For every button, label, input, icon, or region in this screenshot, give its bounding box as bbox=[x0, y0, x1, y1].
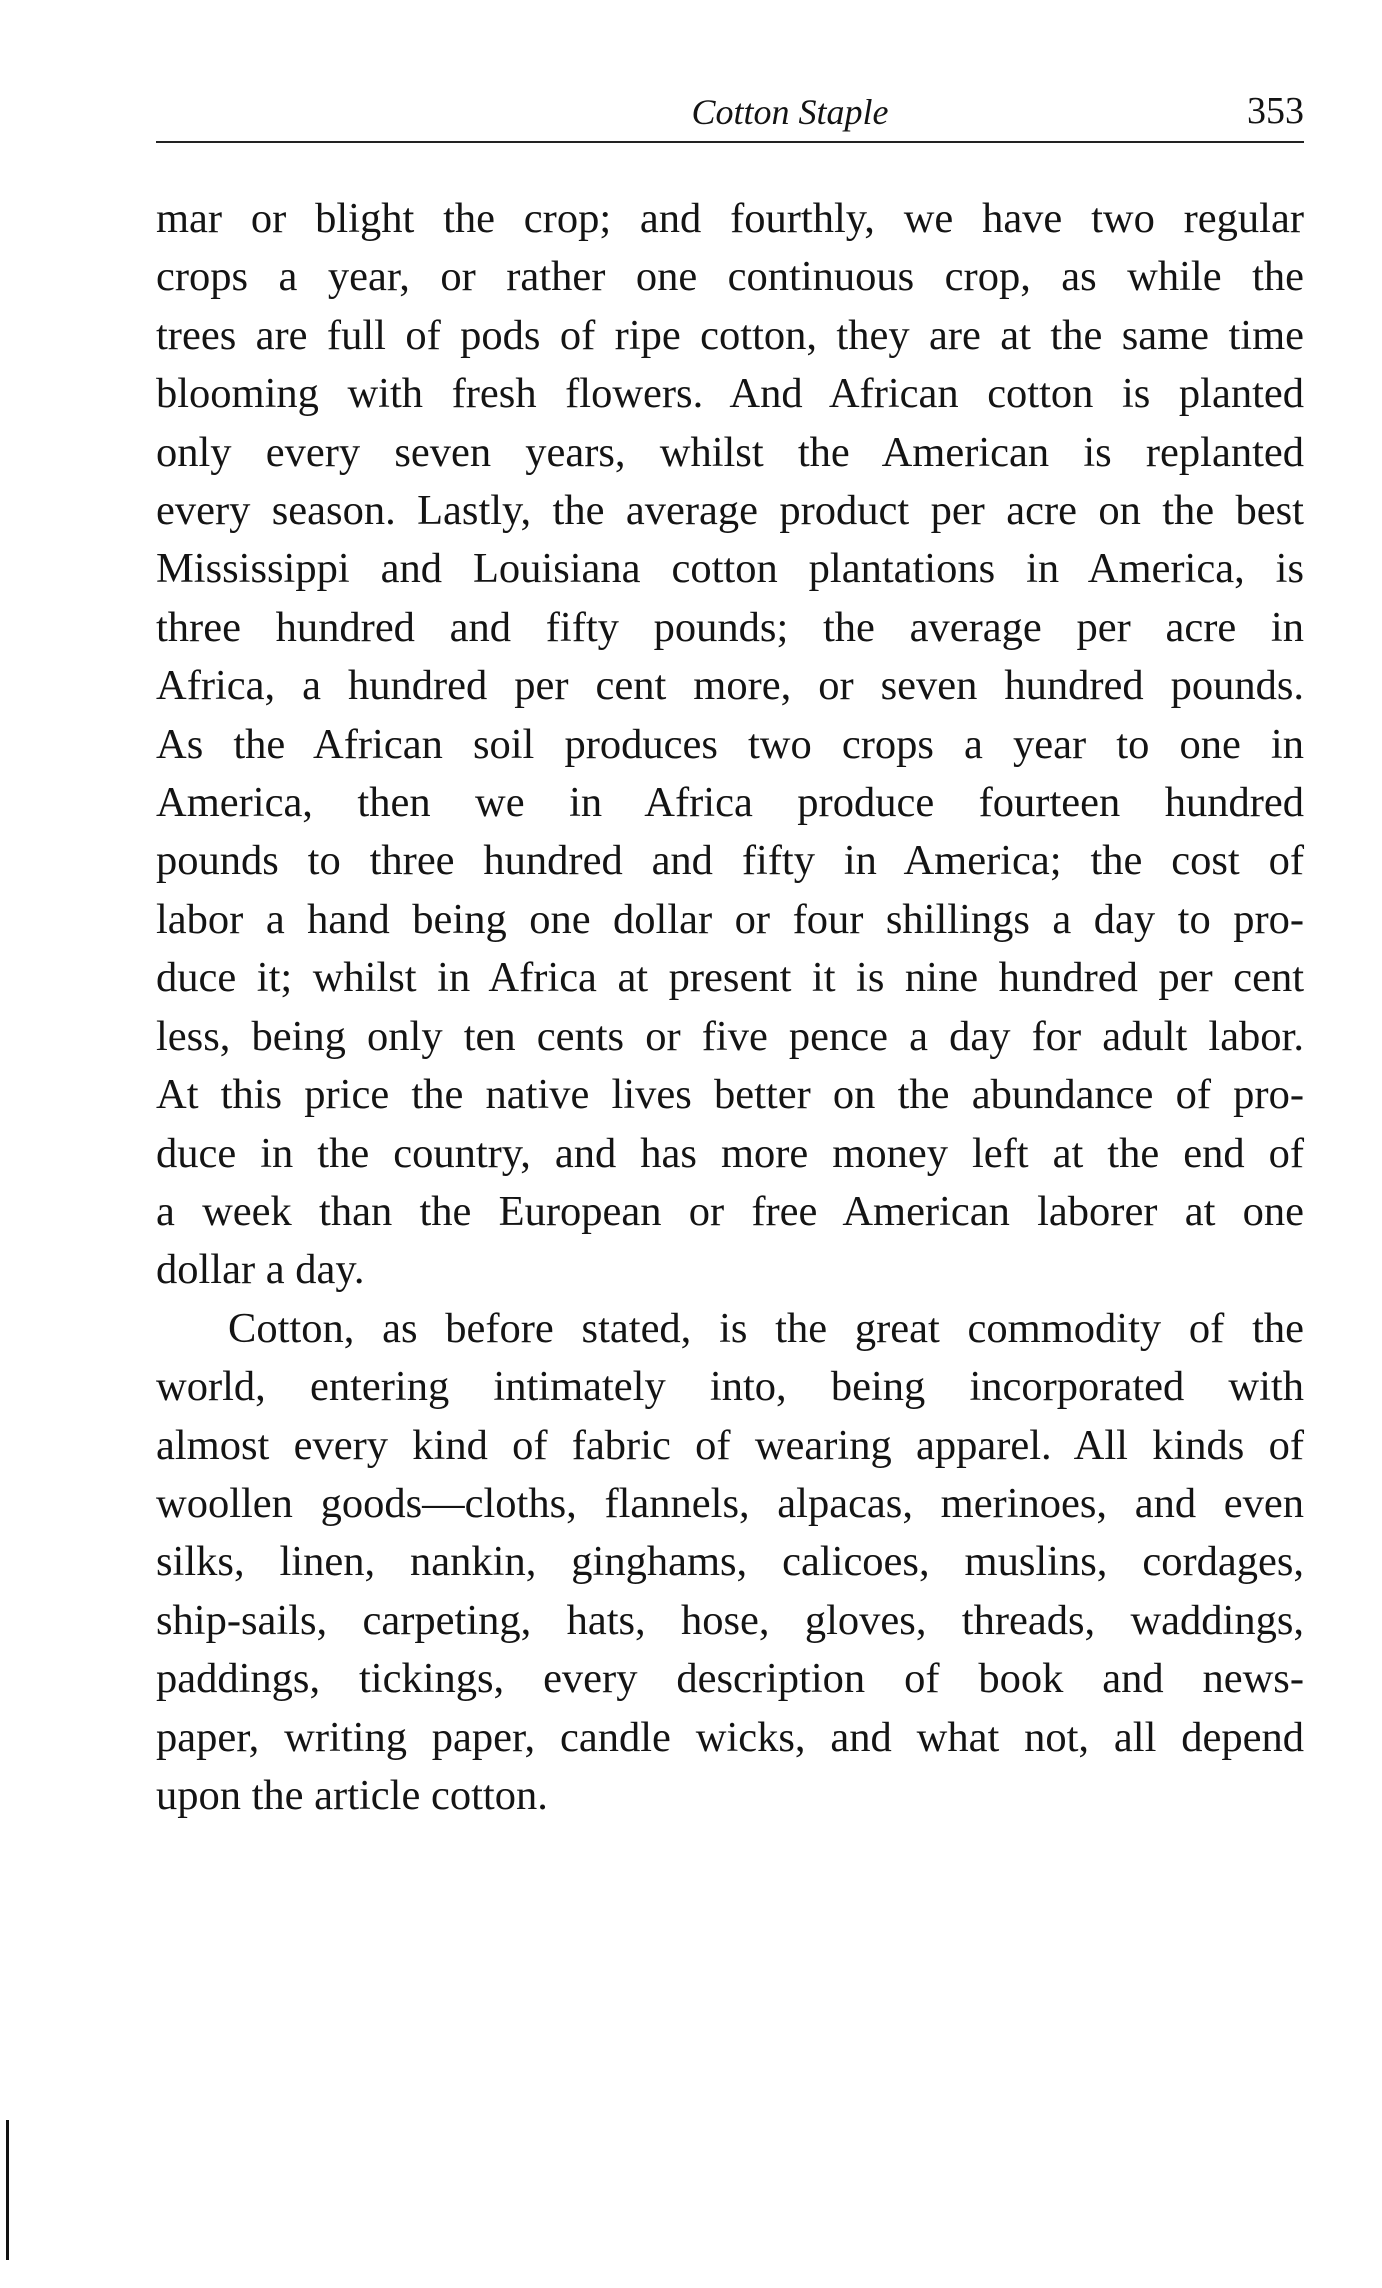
body-text bbox=[156, 190, 1304, 1825]
text-line: every season. Lastly, the average product per acre on the best bbox=[156, 487, 1304, 535]
text-line: America, then we in Africa produce fourteen hundred bbox=[156, 779, 1304, 827]
text-line: labor a hand being one dollar or four shillings a day to pro- bbox=[156, 895, 1304, 943]
text-line: woollen goods—cloths, flannels, alpacas, merinoes, and even bbox=[156, 1479, 1304, 1527]
text-line: As the African soil produces two crops a year to one in bbox=[156, 720, 1304, 768]
paragraph-2 bbox=[156, 1300, 1304, 1826]
text-line: ship-sails, carpeting, hats, hose, gloves, threads, waddings, bbox=[156, 1596, 1304, 1644]
text-line: silks, linen, nankin, ginghams, calicoes, muslins, cordages, bbox=[156, 1538, 1304, 1586]
text-line: mar or blight the crop; and fourthly, we have two regular bbox=[156, 195, 1304, 242]
text-line: blooming with fresh flowers. And African cotton is planted bbox=[156, 370, 1304, 418]
text-line: three hundred and fifty pounds; the average per acre in bbox=[156, 603, 1304, 651]
text-line: paper, writing paper, candle wicks, and what not, all depend bbox=[156, 1713, 1304, 1761]
text-line: Africa, a hundred per cent more, or seven hundred pounds. bbox=[156, 662, 1304, 710]
text-line: crops a year, or rather one continuous crop, as while the bbox=[156, 253, 1304, 301]
text-line: only every seven years, whilst the American is replanted bbox=[156, 428, 1304, 476]
running-title: Cotton Staple bbox=[691, 92, 889, 132]
text-line: upon the article cotton. bbox=[156, 1771, 548, 1819]
header-rule bbox=[156, 141, 1304, 143]
page-number: 353 bbox=[1247, 90, 1304, 132]
text-line: Mississippi and Louisiana cotton plantations in America, is bbox=[156, 545, 1304, 593]
text-line: Cotton, as before stated, is the great commodity of the bbox=[228, 1304, 1304, 1352]
text-line: a week than the European or free American laborer at one bbox=[156, 1187, 1304, 1235]
text-line: duce it; whilst in Africa at present it is nine hundred per cent bbox=[156, 954, 1304, 1002]
text-line: paddings, tickings, every description of book and news- bbox=[156, 1655, 1304, 1703]
paragraph-1 bbox=[156, 190, 1304, 1300]
running-header bbox=[156, 86, 1304, 142]
text-line: less, being only ten cents or five pence a day for adult labor. bbox=[156, 1012, 1304, 1060]
scan-edge-mark bbox=[6, 2120, 9, 2260]
text-line: trees are full of pods of ripe cotton, they are at the same time bbox=[156, 311, 1304, 359]
text-line: At this price the native lives better on the abundance of pro- bbox=[156, 1071, 1304, 1119]
text-line: almost every kind of fabric of wearing apparel. All kinds of bbox=[156, 1421, 1304, 1469]
text-line: world, entering intimately into, being incorporated with bbox=[156, 1363, 1304, 1411]
text-line: duce in the country, and has more money left at the end of bbox=[156, 1129, 1304, 1177]
text-line: pounds to three hundred and fifty in America; the cost of bbox=[156, 837, 1304, 885]
text-line: dollar a day. bbox=[156, 1246, 365, 1294]
